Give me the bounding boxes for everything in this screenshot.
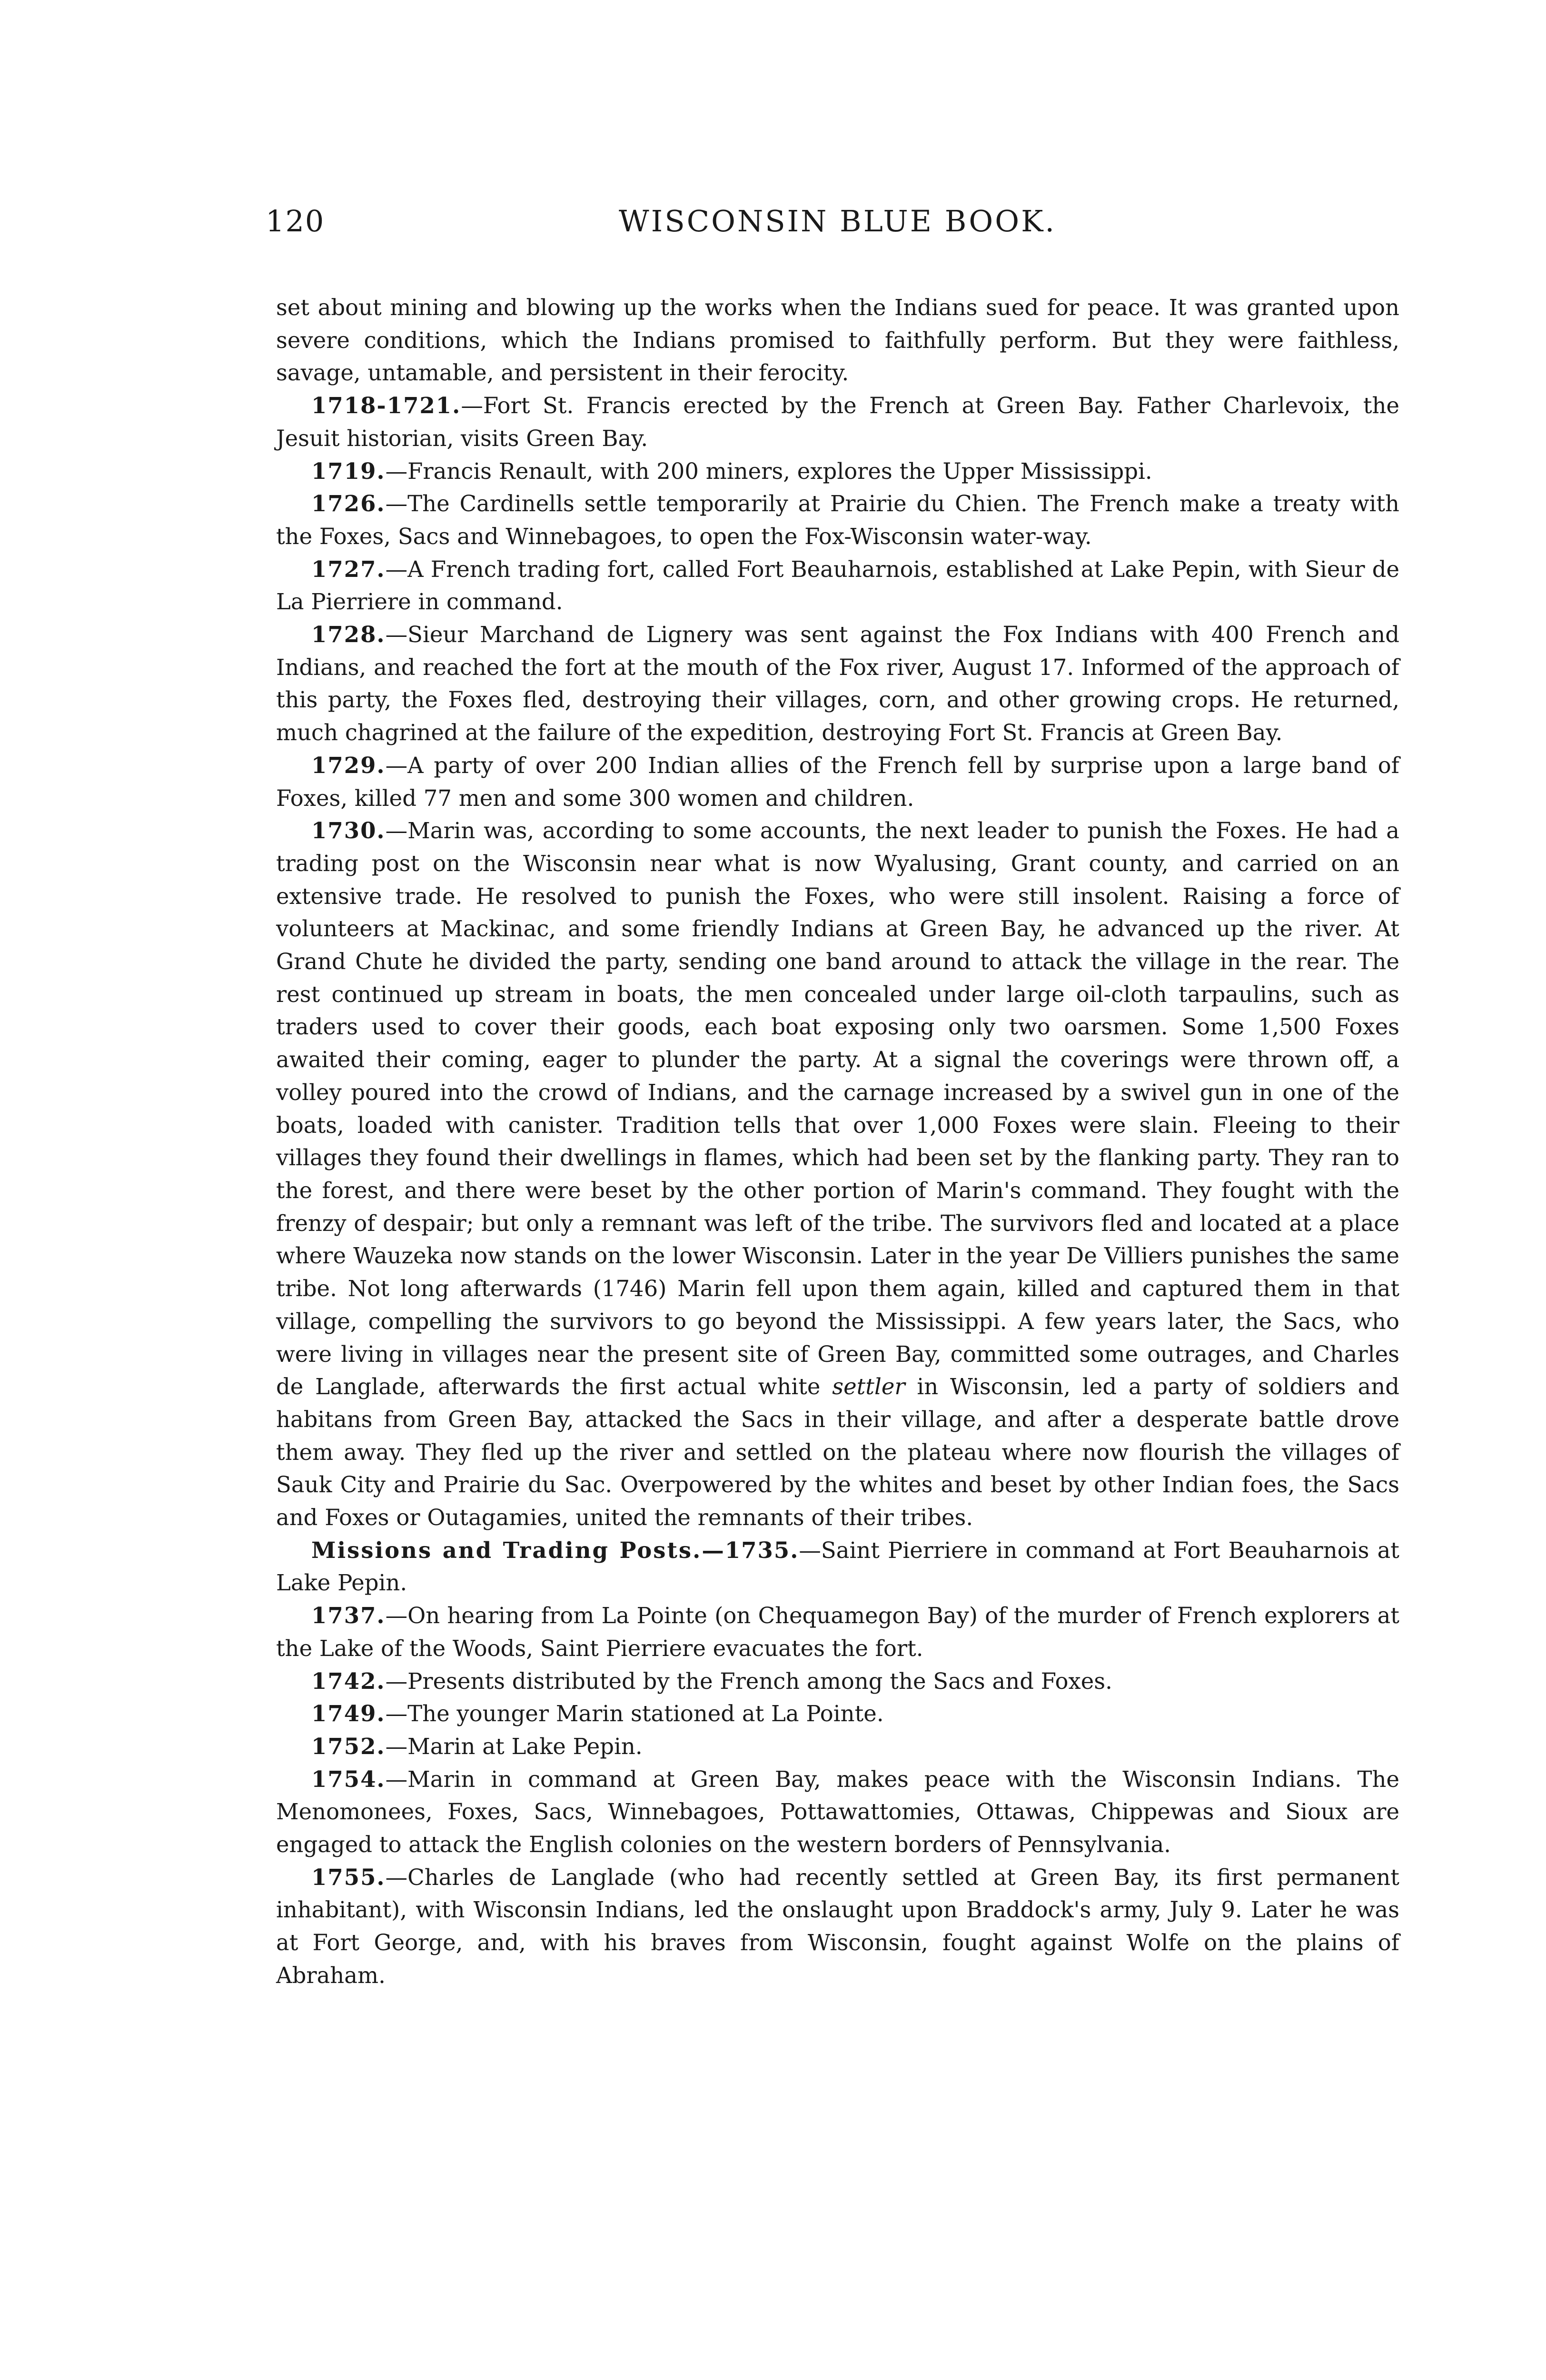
- entry-1754: [276, 1763, 1399, 1861]
- entry-1752: [276, 1730, 1399, 1763]
- entry-date: 1719.: [311, 457, 386, 484]
- page-number: 120: [266, 204, 325, 238]
- section-heading: Missions and Trading Posts.: [311, 1537, 702, 1563]
- entry-text: —Marin at Lake Pepin.: [385, 1733, 643, 1759]
- entry-date: 1754.: [311, 1765, 386, 1792]
- entry-date: 1737.: [311, 1602, 386, 1629]
- entry-text: —Marin was, according to some accounts, the next leader to punish the Foxes. He had a trading post on the Wisconsin near what is now Wyalusing, Grant county, and carried on an extensive trade. He resolved to punish the Foxes, who were still insolent. Raising a force of volunteers at Mackinac, and some friendly Indians at Green Bay, he advanced up the river. At Grand Chute he divided the party, sending one band around to attack the village in the rear. The rest continued up stream in boats, the men concealed under large oil-cloth tarpaulins, such as traders used to cover their goods, each boat exposing only two oarsmen. Some 1,500 Foxes awaited their coming, eager to plunder the party. At a signal the coverings were thrown off, a volley poured into the crowd of Indians, and the carnage increased by a swivel gun in one of the boats, loaded with canister. Tradition tells that over 1,000 Foxes were slain. Fleeing to their villages they found their dwellings in flames, which had been set by the flanking party. They ran to the forest, and there were beset by the other portion of Marin's command. They fought with the frenzy of despair; but only a remnant was left of the tribe. The survivors fled and located at a place where Wauzeka now stands on the lower Wisconsin. Later in the year De Villiers punishes the same tribe. Not long afterwards (1746) Marin fell upon them again, killed and captured them in that village, compelling the survivors to go beyond the Mississippi. A few years later, the Sacs, who were living in villages near the present site of Green Bay, committed some outrages, and Charles de Langlade, afterwards the first actual white: [276, 818, 1399, 1400]
- entry-date: 1726.: [311, 490, 386, 517]
- entry-1749: [276, 1697, 1399, 1730]
- entry-date: 1749.: [311, 1700, 386, 1727]
- entry-text: —Fort St. Francis erected by the French at Green Bay. Father Charlevoix, the Jesuit historian, visits Green Bay.: [276, 393, 1399, 451]
- paragraph-text: set about mining and blowing up the works when the Indians sued for peace. It was granted upon severe conditions, which the Indians promised to faithfully perform. But they were faithless, savage, untamable, and persistent in their ferocity.: [276, 295, 1399, 386]
- entry-text: —Francis Renault, with 200 miners, explores the Upper Mississippi.: [385, 458, 1152, 484]
- entry-1730: [276, 814, 1399, 1534]
- body-text: [276, 291, 1399, 1992]
- entry-text: —Presents distributed by the French among the Sacs and Foxes.: [385, 1668, 1112, 1694]
- entry-1729: [276, 749, 1399, 814]
- entry-date: 1718-1721.: [311, 392, 461, 419]
- entry-1755: [276, 1861, 1399, 1992]
- entry-text: —Sieur Marchand de Lignery was sent against the Fox Indians with 400 French and Indians, and reached the fort at the mouth of the Fox river, August 17. Informed of the approach of this party, the Foxes fled, destroying their villages, corn, and other growing crops. He returned, much chagrined at the failure of the expedition, destroying Fort St. Francis at Green Bay.: [276, 622, 1399, 746]
- entry-date: 1727.: [311, 555, 386, 582]
- entry-text: —A party of over 200 Indian allies of the French fell by surprise upon a large band of Foxes, killed 77 men and some 300 women and children.: [276, 752, 1399, 811]
- entry-1719: [276, 455, 1399, 488]
- entry-1718-1721: [276, 389, 1399, 455]
- entry-date: 1742.: [311, 1667, 386, 1694]
- entry-text: —A French trading fort, called Fort Beauharnois, established at Lake Pepin, with Sieur de La Pierriere in command.: [276, 556, 1399, 615]
- entry-date: 1728.: [311, 621, 386, 648]
- entry-text: —The younger Marin stationed at La Pointe.: [385, 1701, 884, 1727]
- entry-text: —Saint Pierriere in command at Fort Beauharnois at Lake Pepin.: [276, 1537, 1399, 1596]
- running-title: WISCONSIN BLUE BOOK.: [619, 204, 1057, 238]
- entry-text: —Marin in command at Green Bay, makes peace with the Wisconsin Indians. The Menomonees, Foxes, Sacs, Winnebagoes, Pottawattomies, Ottawas, Chippewas and Sioux are engaged to attack the English colonies on the western borders of Pennsylvania.: [276, 1766, 1399, 1858]
- entry-1727: [276, 553, 1399, 618]
- entry-1737: [276, 1599, 1399, 1665]
- entry-text-italic: settler: [832, 1374, 905, 1400]
- entry-text: —The Cardinells settle temporarily at Prairie du Chien. The French make a treaty with the Foxes, Sacs and Winnebagoes, to open the Fox-Wisconsin water-way.: [276, 491, 1399, 549]
- entry-1735: [276, 1534, 1399, 1599]
- entry-date: 1729.: [311, 752, 386, 778]
- entry-date: 1730.: [311, 817, 386, 844]
- entry-date: 1752.: [311, 1733, 386, 1759]
- running-head: [0, 202, 1546, 240]
- entry-date: 1755.: [311, 1864, 386, 1890]
- paragraph-continuation: [276, 291, 1399, 389]
- entry-1742: [276, 1665, 1399, 1698]
- entry-text: —Charles de Langlade (who had recently settled at Green Bay, its first permanent inhabitant), with Wisconsin Indians, led the onslaught upon Braddock's army, July 9. Later he was at Fort George, and, with his braves from Wisconsin, fought against Wolfe on the plains of Abraham.: [276, 1864, 1399, 1988]
- entry-text: in Wisconsin, led a party of soldiers and habitans from Green Bay, attacked the Sacs in their village, and after a desperate battle drove them away. They fled up the river and settled on the plateau where now flourish the villages of Sauk City and Prairie du Sac. Overpowered by the whites and beset by other Indian foes, the Sacs and Foxes or Outagamies, united the remnants of their tribes.: [276, 1374, 1399, 1531]
- entry-text: —On hearing from La Pointe (on Chequamegon Bay) of the murder of French explorers at the Lake of the Woods, Saint Pierriere evacuates the fort.: [276, 1603, 1399, 1661]
- entry-1726: [276, 487, 1399, 553]
- entry-1728: [276, 618, 1399, 749]
- entry-date: —1735.: [702, 1537, 799, 1563]
